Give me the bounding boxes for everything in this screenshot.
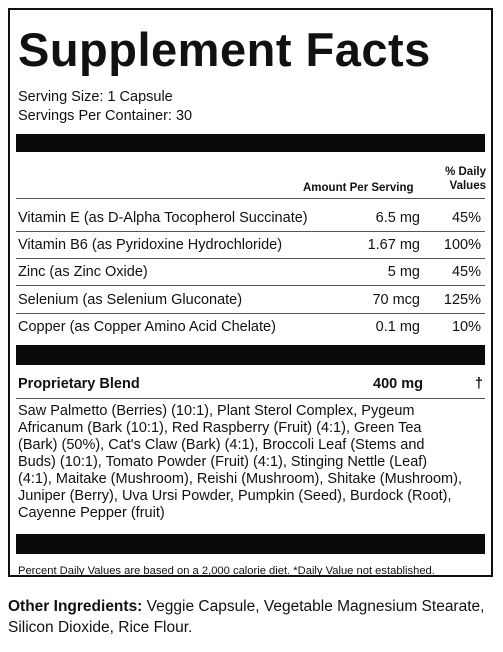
nutrient-name: Zinc (as Zinc Oxide)	[18, 264, 148, 281]
nutrient-row	[16, 205, 485, 232]
other-ingredients-text: Veggie Capsule, Vegetable Magnesium Stearate, Silicon Dioxide, Rice Flour.	[8, 598, 485, 636]
other-ingredients	[8, 596, 498, 638]
servings-per-container: Servings Per Container: 30	[18, 108, 193, 124]
amount-per-serving-header: Amount Per Serving	[303, 182, 414, 194]
nutrient-amount: 6.5 mg	[375, 210, 420, 226]
nutrient-amount: 70 mcg	[372, 291, 420, 308]
nutrient-row	[16, 232, 485, 259]
blend-name: Proprietary Blend	[18, 376, 140, 392]
supplement-facts-panel	[8, 8, 493, 577]
blend-dv-dagger: †	[474, 376, 483, 392]
other-ingredients-label: Other Ingredients:	[8, 598, 143, 615]
nutrient-daily-value: 45%	[451, 264, 481, 281]
serving-size: Serving Size: 1 Capsule	[18, 89, 173, 105]
thick-divider-bottom	[16, 534, 485, 554]
daily-values-header: % Daily Values	[445, 166, 486, 192]
header-divider	[16, 198, 485, 199]
nutrient-row	[16, 287, 485, 314]
nutrient-row	[16, 259, 485, 286]
nutrient-name: Selenium (as Selenium Gluconate)	[18, 291, 243, 308]
nutrient-name: Vitamin B6 (as Pyridoxine Hydrochloride)	[18, 237, 283, 254]
nutrient-amount: 5 mg	[387, 264, 420, 281]
nutrient-amount: 1.67 mg	[367, 237, 420, 254]
blend-divider	[16, 398, 485, 399]
nutrient-daily-value: 125%	[443, 291, 481, 308]
thick-divider-top	[16, 134, 485, 152]
thick-divider-middle	[16, 345, 485, 365]
nutrient-daily-value: 100%	[443, 237, 481, 254]
nutrient-row	[16, 314, 485, 341]
nutrient-amount: 0.1 mg	[375, 318, 420, 335]
blend-ingredients: Saw Palmetto (Berries) (10:1), Plant Sterol Complex, Pygeum Africanum (Bark (10:1), Red Raspberry (Fruit) (4:1), Green Tea (Bark) (50%), Cat's Claw (Bark) (4:1), Broccoli Leaf (Stems and Buds) (10:1), Tomato Powder (Fruit) (4:1), Stinging Nettle (Leaf) (4:1), Maitake (Mushroom), Reishi (Mushroom), Shitake (Mushroom), Juniper (Berry), Uva Ursi Powder, Pumpkin (Seed), Burdock (Root), Cayenne Pepper (fruit)	[18, 403, 462, 521]
blend-amount: 400 mg	[373, 376, 423, 392]
daily-value-footnote: Percent Daily Values are based on a 2,000 calorie diet. *Daily Value not established.	[18, 565, 435, 577]
nutrient-daily-value: 10%	[451, 318, 481, 335]
panel-title: Supplement Facts	[18, 23, 431, 76]
nutrient-daily-value: 45%	[451, 210, 481, 226]
nutrient-name: Vitamin E (as D-Alpha Tocopherol Succinate)	[18, 210, 308, 226]
nutrient-name: Copper (as Copper Amino Acid Chelate)	[18, 318, 276, 335]
